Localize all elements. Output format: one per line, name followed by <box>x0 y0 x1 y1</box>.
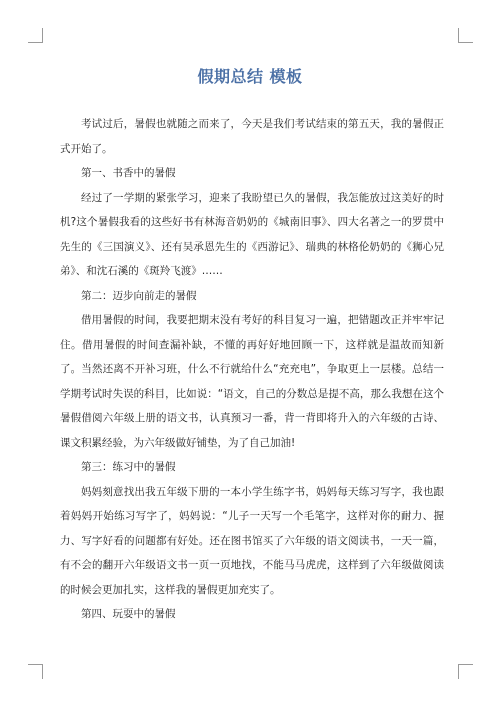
crop-mark-top-right <box>458 28 473 43</box>
section-paragraph-1: 经过了一学期的紧张学习，迎来了我盼望已久的暑假，我怎能放过这美好的时机?这个暑假我看的这些好书有林海音奶奶的《城南旧事》、四大名著之一的罗贯中先生的《三国演义》、还有吴承恩先生的《西游记》、瑞典的林格伦奶奶的《狮心兄弟》、和沈石溪的《斑羚飞渡》…… <box>60 191 444 277</box>
document-body <box>60 112 444 627</box>
crop-mark-bottom-right <box>458 664 473 679</box>
section-paragraph-2: 借用暑假的时间，我要把期末没有考好的科目复习一遍，把错题改正并牢牢记住。借用暑假的时间查漏补缺，不懂的再好好地回顾一下，这样就是温故而知新了。当然还离不开补习班，什么不行就给什么“充充电”，争取更上一层楼。总结一学期考试时失误的科目，比如说：“语文，自己的分数总是提不高，那么我想在这个暑假借阅六年级上册的语文书，认真预习一番，背一背即将升入的六年级的古诗、课文积累经验，为六年级做好铺垫，为了自己加油! <box>60 314 444 449</box>
crop-mark-top-left <box>28 28 43 43</box>
document-title: 假期总结 模板 <box>197 67 303 86</box>
section-heading-4: 第四、玩耍中的暑假 <box>81 608 176 620</box>
section-paragraph-3: 妈妈刻意找出我五年级下册的一本小学生练字书，妈妈每天练习写字，我也跟着妈妈开始练习写字了，妈妈说：“儿子一天写一个毛笔字，这样对你的耐力、握力、写字好看的问题都有好处。还在图书馆买了六年级的语文阅读书，一天一篇，有不会的翻开六年级语文书一页一页地找，不能马马虎虎，这样到了六年级做阅读的时候会更加扎实，这样我的暑假更加充实了。 <box>60 485 444 596</box>
section-heading-2: 第二：迈步向前走的暑假 <box>81 289 197 302</box>
section-heading-3: 第三：练习中的暑假 <box>81 461 176 473</box>
intro-paragraph: 考试过后，暑假也就随之而来了，今天是我们考试结束的第五天，我的暑假正式开始了。 <box>60 118 444 155</box>
crop-mark-bottom-left <box>28 664 43 679</box>
section-heading-1: 第一、书香中的暑假 <box>81 167 176 179</box>
